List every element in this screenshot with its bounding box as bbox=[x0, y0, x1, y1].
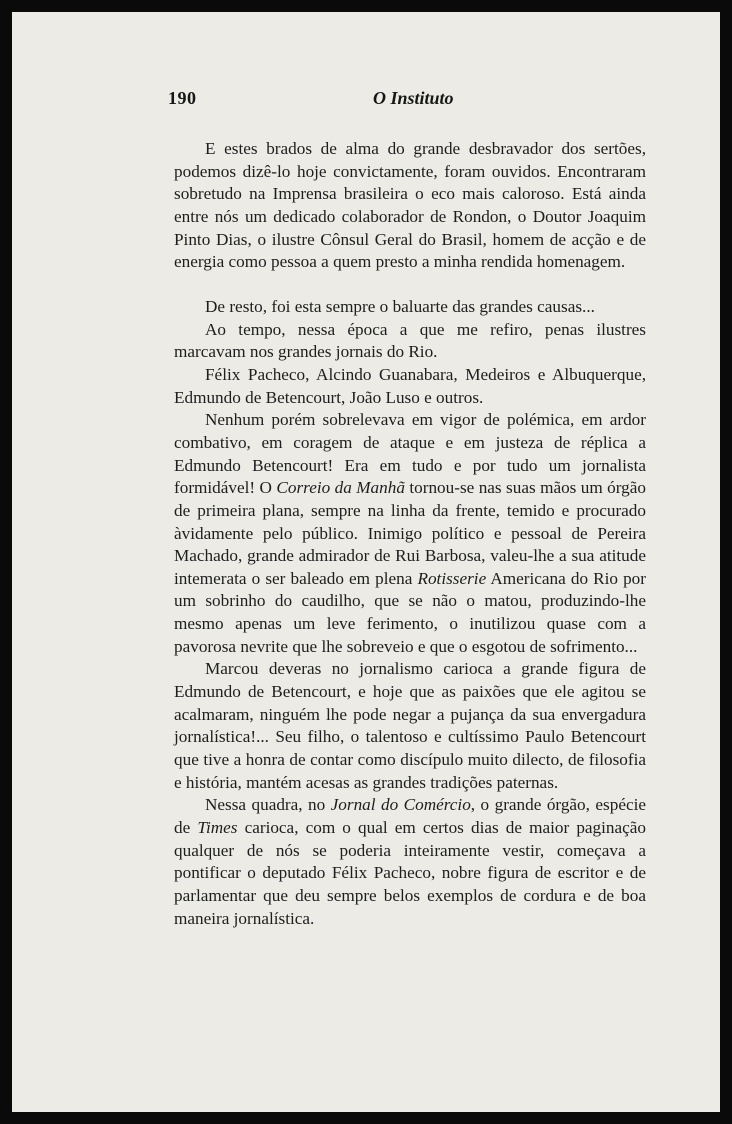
text-run: Ao tempo, nessa época a que me refiro, penas ilustres marcavam nos grandes jornais do Rio. bbox=[174, 319, 646, 362]
text-run: Nessa quadra, no bbox=[205, 795, 331, 815]
text-run: Marcou deveras no jornalismo carioca a grande figura de Edmundo de Betencourt, e hoje que as paixões que ele agitou se acalmaram, ninguém lhe pode negar a pujança da sua envergadura jornalística!... Seu filho, o talentoso e cultíssimo Paulo Betencourt que tive a honra de contar como discípulo muito dilecto, de filosofia e história, mantém acesas as grandes tradições paternas. bbox=[174, 659, 646, 792]
italic-title: Correio da Manhã bbox=[276, 478, 405, 498]
body-text bbox=[174, 138, 646, 930]
paragraph bbox=[174, 138, 646, 274]
paragraph bbox=[174, 364, 646, 409]
page-number: 190 bbox=[168, 88, 197, 108]
text-run: Félix Pacheco, Alcindo Guanabara, Medeiros e Albuquerque, Edmundo de Betencourt, João Luso e outros. bbox=[174, 364, 646, 407]
book-page bbox=[12, 12, 720, 1112]
text-run: Nenhum porém sobrelevava em vigor de polémica, em ardor combativo, em coragem de ataque e em justeza de réplica a Edmundo Betencourt! Era em tudo e por tudo um jornalista formidável! O bbox=[174, 410, 646, 498]
page-header bbox=[168, 88, 648, 114]
paragraph bbox=[174, 296, 646, 319]
paragraph bbox=[174, 794, 646, 930]
text-run: tornou-se nas suas mãos um órgão de primeira plana, sempre na linha da frente, temido e procurado àvidamente pelo público. Inimigo político e pessoal de Pereira Machado, grande admirador de Rui Barbosa, valeu-lhe a sua atitude intemerata o ser baleado em plena bbox=[174, 478, 646, 588]
text-run: Americana do Rio por um sobrinho do caudilho, que se não o matou, produzindo-lhe mesmo apenas um leve ferimento, o inutilizou quase com a pavorosa nevrite que lhe sobreveio e que o esgotou de sofrimento... bbox=[174, 568, 646, 656]
italic-title: Rotisserie bbox=[417, 568, 487, 588]
text-run: , o grande órgão, espécie de bbox=[174, 795, 646, 838]
paragraph bbox=[174, 658, 646, 794]
paragraph bbox=[174, 319, 646, 364]
text-run: carioca, com o qual em certos dias de maior paginação qualquer de nós se poderia inteiramente vestir, começava a pontificar o deputado Félix Pacheco, nobre figura de escritor e de parlamentar que deu sempre belos exemplos de cordura e de boa maneira jornalística. bbox=[174, 818, 646, 928]
paragraph bbox=[174, 409, 646, 658]
text-run: E estes brados de alma do grande desbravador dos sertões, podemos dizê-lo hoje convictamente, foram ouvidos. Encontraram sobretudo na Imprensa brasileira o eco mais caloroso. Está ainda entre nós um dedicado colaborador de Rondon, o Doutor Joaquim Pinto Dias, o ilustre Cônsul Geral do Brasil, homem de acção e de energia como pessoa a quem presto a minha rendida homenagem. bbox=[174, 139, 646, 272]
italic-title: Jornal do Comércio bbox=[330, 795, 471, 815]
italic-title: Times bbox=[197, 818, 238, 838]
text-run: De resto, foi esta sempre o baluarte das grandes causas... bbox=[205, 296, 595, 316]
running-title: O Instituto bbox=[373, 88, 454, 108]
